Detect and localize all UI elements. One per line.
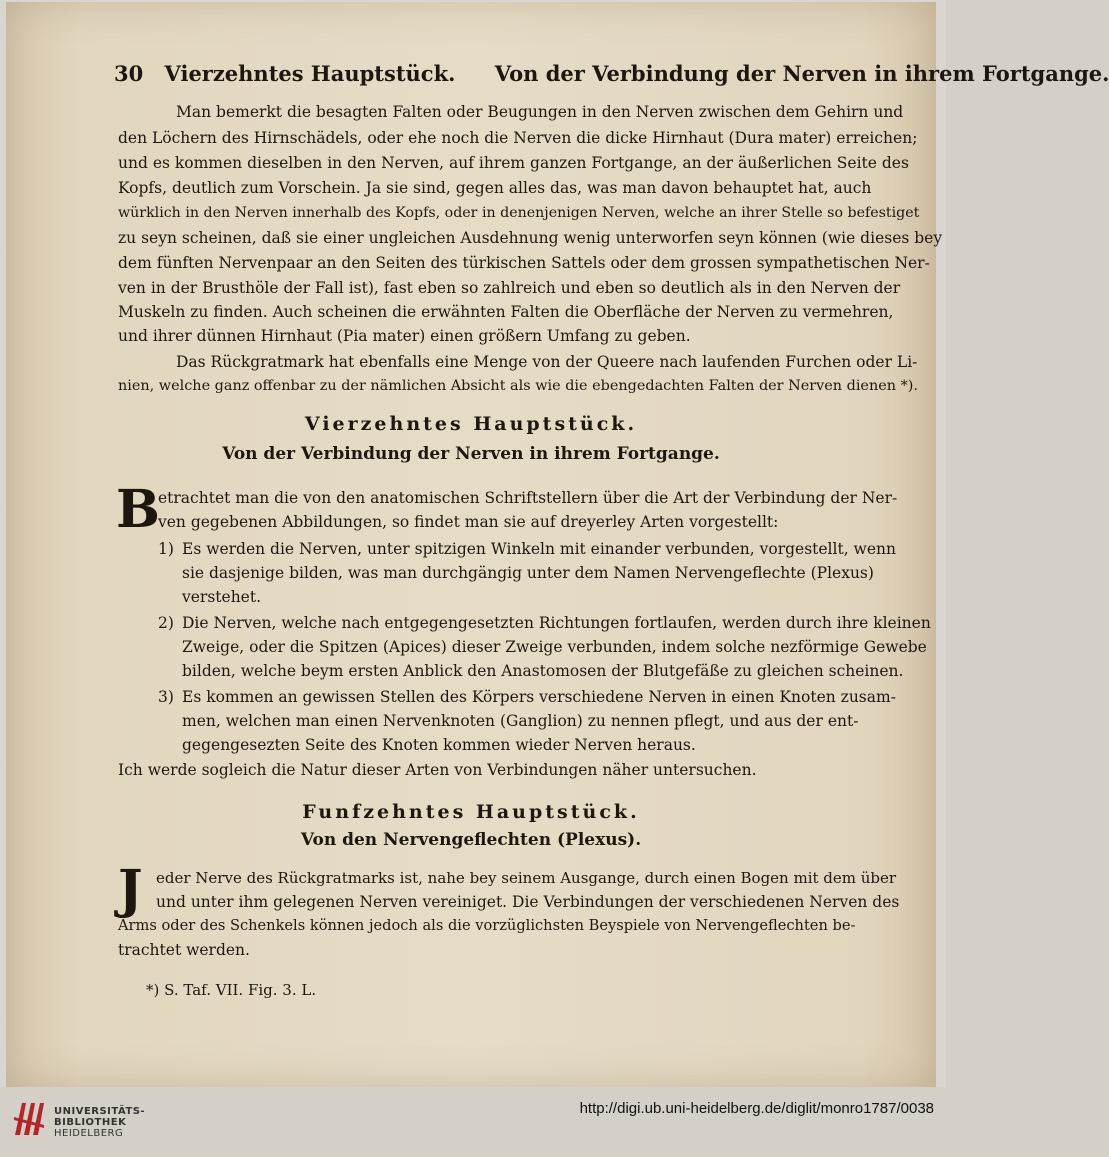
list-item-number: 3) bbox=[158, 688, 174, 706]
footnote: *) S. Taf. VII. Fig. 3. L. bbox=[146, 981, 317, 999]
chapter14-title: Vierzehntes Hauptstück. bbox=[304, 413, 638, 435]
library-name-line2: BIBLIOTHEK bbox=[54, 1117, 127, 1128]
chapter15-line: trachtet werden. bbox=[118, 941, 250, 959]
paragraph1-line: Man bemerkt die besagten Falten oder Beugungen in den Nerven zwischen dem Gehirn und bbox=[176, 103, 904, 121]
list-item-line: men, welchen man einen Nervenknoten (Ganglion) zu nennen pflegt, und aus der ent- bbox=[182, 712, 859, 730]
paragraph1-line: zu seyn scheinen, daß sie einer ungleichen Ausdehnung wenig unterworfen seyn können (wie dieses bey bbox=[118, 229, 943, 247]
running-title-right: Von der Verbindung der Nerven in ihrem Fortgange. bbox=[494, 61, 1109, 86]
paragraph1-line: Muskeln zu finden. Auch scheinen die erwähnten Falten die Oberfläche der Nerven zu vermehren, bbox=[118, 303, 894, 321]
paragraph1-line: Kopfs, deutlich zum Vorschein. Ja sie sind, gegen alles das, was man davon behauptet hat, auch bbox=[118, 179, 872, 197]
chapter14-drop-cap: B bbox=[116, 479, 160, 540]
chapter14-closing-line: Ich werde sogleich die Natur dieser Arten von Verbindungen näher untersuchen. bbox=[118, 761, 757, 779]
paragraph1-line: und ihrer dünnen Hirnhaut (Pia mater) einen größern Umfang zu geben. bbox=[118, 327, 691, 345]
running-header bbox=[114, 61, 1109, 86]
list-item-number: 1) bbox=[158, 540, 174, 558]
chapter15-drop-cap: J bbox=[118, 859, 143, 920]
chapter14-subtitle: Von der Verbindung der Nerven in ihrem Fortgange. bbox=[222, 444, 720, 464]
book-page bbox=[6, 2, 1109, 1087]
chapter15-line: eder Nerve des Rückgratmarks ist, nahe bey seinem Ausgange, durch einen Bogen mit dem über bbox=[156, 869, 897, 887]
list-item-line: Zweige, oder die Spitzen (Apices) dieser Zweige verbunden, indem solche nezförmige Gewebe bbox=[182, 638, 927, 656]
chapter15-line: und unter ihm gelegenen Nerven vereiniget. Die Verbindungen der verschiedenen Nerven des bbox=[156, 893, 900, 911]
source-url-link[interactable]: http://digi.ub.uni-heidelberg.de/diglit/monro1787/0038 bbox=[579, 1100, 934, 1117]
paragraph1-line: ven in der Brusthöle der Fall ist), fast eben so zahlreich und eben so deutlich als in den Nerven der bbox=[118, 279, 901, 297]
page-number: 30 bbox=[114, 61, 144, 86]
list-item-line: Die Nerven, welche nach entgegengesetzten Richtungen fortlaufen, werden durch ihre kleinen bbox=[182, 614, 931, 632]
paragraph1-line: dem fünften Nervenpaar an den Seiten des türkischen Sattels oder dem grossen sympathetischen Ner- bbox=[118, 254, 930, 272]
paragraph2-line: nien, welche ganz offenbar zu der nämlichen Absicht als wie die ebengedachten Falten der Nerven dienen *). bbox=[118, 378, 918, 394]
list-item-line: sie dasjenige bilden, was man durchgängig unter dem Namen Nervengeflechte (Plexus) bbox=[182, 564, 874, 582]
list-item-line: Es werden die Nerven, unter spitzigen Winkeln mit einander verbunden, vorgestellt, wenn bbox=[182, 540, 896, 558]
university-logo-icon bbox=[12, 1097, 46, 1141]
list-item-line: Es kommen an gewissen Stellen des Körpers verschiedene Nerven in einen Knoten zusam- bbox=[182, 688, 896, 706]
chapter15-line: Arms oder des Schenkels können jedoch als die vorzüglichsten Beyspiele von Nervengeflechten be- bbox=[118, 917, 856, 934]
library-name-line3: HEIDELBERG bbox=[54, 1128, 124, 1139]
paragraph1-line: würklich in den Nerven innerhalb des Kopfs, oder in denenjenigen Nerven, welche an ihrer Stelle so befestiget bbox=[118, 205, 920, 221]
list-item-line: gegengesezten Seite des Knoten kommen wieder Nerven heraus. bbox=[182, 736, 696, 754]
list-item-line: bilden, welche beym ersten Anblick den Anastomosen der Blutgefäße zu gleichen scheinen. bbox=[182, 662, 904, 680]
chapter14-intro-line: ven gegebenen Abbildungen, so findet man sie auf dreyerley Arten vorgestellt: bbox=[158, 513, 779, 531]
paragraph1-line: den Löchern des Hirnschädels, oder ehe noch die Nerven die dicke Hirnhaut (Dura mater) erreichen; bbox=[118, 129, 918, 147]
list-item-number: 2) bbox=[158, 614, 174, 632]
running-title-left: Vierzehntes Hauptstück. bbox=[164, 61, 456, 86]
paragraph2-line: Das Rückgratmark hat ebenfalls eine Menge von der Queere nach laufenden Furchen oder Li- bbox=[176, 353, 918, 371]
chapter15-subtitle: Von den Nervengeflechten (Plexus). bbox=[300, 830, 642, 850]
list-item-line: verstehet. bbox=[182, 588, 262, 606]
chapter15-title: Funfzehntes Hauptstück. bbox=[302, 801, 640, 823]
library-name-line1: UNIVERSITÄTS- bbox=[54, 1106, 146, 1117]
viewer-footer bbox=[0, 1087, 946, 1157]
paragraph1-line: und es kommen dieselben in den Nerven, auf ihrem ganzen Fortgange, an der äußerlichen Seite des bbox=[118, 154, 909, 172]
chapter14-intro-line: etrachtet man die von den anatomischen Schriftstellern über die Art der Verbindung der Ner- bbox=[158, 489, 898, 507]
